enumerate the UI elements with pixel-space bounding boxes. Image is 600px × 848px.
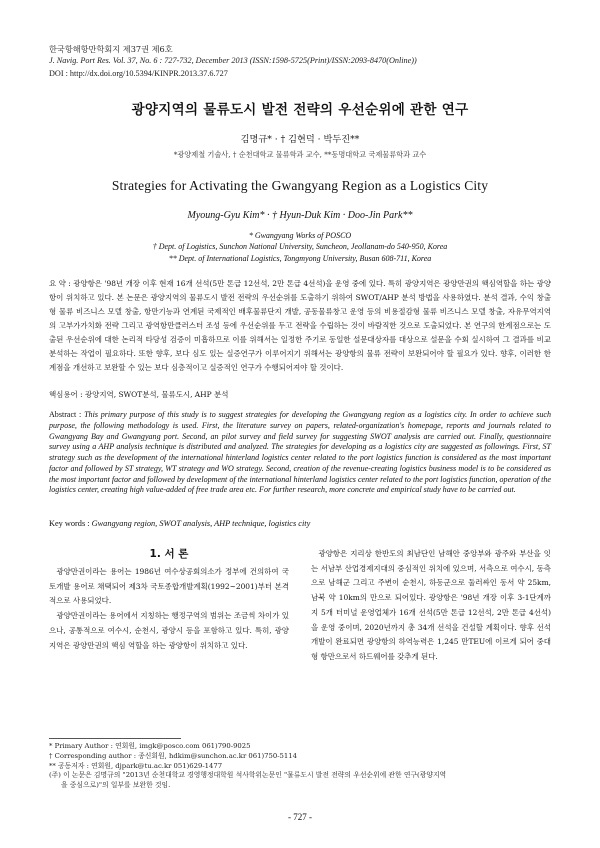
intro-right-column	[311, 547, 551, 665]
footnote-primary-author: * Primary Author : 연회원, imgk@posco.com 061)790-9025	[49, 742, 251, 750]
keywords-english-value: Gwangyang region, SWOT analysis, AHP technique, logistics city	[91, 519, 311, 528]
intro-paragraph: 광양만권이라는 용어는 1986년 여수상공회의소가 정부에 건의하여 국토개발 용어로 채택되어 제3차 국토종합개발계획(1992~2001)부터 본격적으로 사용되었다.	[49, 567, 289, 606]
footnote-divider	[49, 738, 181, 739]
journal-name: 한국항해항만학회지 제37권 제6호	[49, 44, 173, 54]
footnotes	[49, 742, 551, 791]
keywords-english	[49, 519, 310, 528]
affiliations-korean: *광양제철 기술사, † 순천대학교 물류학과 교수, **동명대학교 국제물류학과 교수	[173, 150, 427, 159]
keywords-korean: 핵심용어 : 광양지역, SWOT분석, 물류도시, AHP 분석	[49, 390, 229, 399]
section-heading-introduction: 1. 서 론	[149, 548, 189, 560]
abstract-english-label: Abstract :	[49, 410, 85, 419]
footnote-coauthor: ** 공동저자 : 연회원, djpark@tu.ac.kr 051)629-1477	[49, 761, 223, 770]
footnote-note: (주) 이 논문은 김명규의 "2013년 순천대학교 경영행정대학원 석사학위논문인 "물류도시 발전 전략의 우선순위에 관한 연구(광양지역	[49, 771, 447, 780]
title-english: Strategies for Activating the Gwangyang Region as a Logistics City	[111, 178, 489, 193]
abstract-korean-text: 광양항은 '98년 개장 이후 현재 16개 선석(5만 톤급 12선석, 2만 톤급 4선석)을 운영 중에 있다. 특히 광양지역은 광양만권의 핵심역할을 하는 광양항이 위치하고 있다. 본 논문은 광양지역의 물류도시 발전 전략의 우선순위를 도출하기 위하여 SWOT/AHP 분석 방법을 사용하였다. 분석 결과, 수익 창출형 물류 비즈니스 모델 창출, 항만기능과 연계된 국제적인 배후물류단지 개발, 공동물류창고 운영 등의 비용절감형 물류 비즈니스 모델 창출, 자유무역지역의 고부가가치화 전략 그리고 광역항만클러스터 조성 등에 우선순위를 두고 전략을 수립하는 것이 바람직한 것으로 도출되었다. 본 연구의 한계점으로는 도출된 우선순위에 대한 논리적 타당성 검증이 미흡하므로 이를 위해서는 일정한 주기로 동일한 설문대상자를 대상으로 설문을 수회 실시하여 그 결과를 비교 분석하는 작업이 필요하다. 또한 향후, 보다 심도 있는 실증연구가 이루어지기 위해서는 광양항의 물류 전략이 보완되어야 할 필요가 있다. 향후, 이러한 한계점을 개선하고 보완할 수 있는 보다 심층적이고 실증적인 연구가 수행되어져야 할 것이다.	[49, 279, 552, 373]
abstract-english	[49, 410, 551, 496]
abstract-korean-label: 요 약 :	[49, 279, 74, 288]
authors-english: Myoung-Gyu Kim* · † Hyun-Duk Kim · Doo-Jin Park**	[187, 210, 413, 221]
intro-paragraph: 광양만권이라는 용어에서 지칭하는 행정구역의 범위는 조금씩 차이가 있으나, 공통적으로 여수시, 순천시, 광양시 등을 포함하고 있다. 특히, 광양지역은 광양만권의 핵심 역할을 하는 광양항이 위치하고 있다.	[49, 611, 289, 650]
intro-left-column	[49, 565, 289, 653]
abstract-korean	[49, 277, 551, 375]
affiliation-1: * Gwangyang Works of POSCO	[248, 231, 352, 240]
title-korean: 광양지역의 물류도시 발전 전략의 우선순위에 관한 연구	[131, 102, 469, 118]
doi-link[interactable]: DOI : http://dx.doi.org/10.5394/KINPR.2013.37.6.727	[49, 68, 228, 78]
affiliation-2: † Dept. of Logistics, Sunchon National University, Suncheon, Jeollanam-do 540-950, Korea	[152, 242, 448, 252]
journal-header	[49, 43, 417, 80]
abstract-english-text: This primary purpose of this study is to suggest strategies for developing the Gwangyang region as a logistics city. In order to achieve such purpose, the following methodology is used. First, the literature survey on papers, related-organization's homepage, reports and journals related to Gwangyang Bay and Gwangyang port. Second, an pilot survey and field survey for suggesting SWOT analysis are carried out. Finally, questionnaire survey using a AHP analysis technique is distributed and analyzed. The strategies for developing as a logistics city are suggested as followings. First, ST strategy such as the development of the international hinterland logistics center related to the port logistics function is considered as the most important factor and followed by ST strategy, WT strategy and WO strategy. Second, creation of the revenue-creating logistics business model is to be considered as the most important factor and followed by development of the international hinterland logistics center related to the port logistics function, operation of the logistics center, creating high value-added of free trade area etc. For further research, more concrete and empirical study have to be carried out.	[49, 410, 551, 495]
footnote-corresponding-author: † Corresponding author : 종신회원, hdkim@sunchon.ac.kr 061)750-5114	[49, 751, 297, 760]
keywords-english-label: Key words :	[49, 519, 92, 528]
authors-korean: 김명규* · † 김현덕 · 박두진**	[240, 134, 360, 145]
intro-paragraph: 광양항은 지리상 한반도의 최남단인 남해안 중앙부와 광주와 부산을 잇는 서남부 산업경제지대의 중심적인 위치에 있으며, 서측으로 여수시, 동측으로 남해군 그리고 주변이 순천시, 하동군으로 둘러싸인 동서 약 25km, 남북 약 10km의 만으로 되어있다. 광양항은 '98년 개장 이후 3-1단계까지 5개 터미널 운영업체가 16개 선석(5만 톤급 12선석, 2만 톤급 4선석)을 운영 중이며, 2020년까지 총 34개 선석을 건설할 계획이다. 향후 선석 개발이 완료되면 광양항의 하역능력은 1,245 만TEU에 이르게 되어 중대형 항만으로서 하드웨어를 갖추게 된다.	[311, 549, 551, 661]
footnote-note-continued: 을 중심으로)"의 일부를 보완한 것임.	[61, 781, 171, 790]
affiliations-english	[0, 230, 600, 264]
affiliation-3: ** Dept. of International Logistics, Tongmyong University, Busan 608-711, Korea	[168, 253, 432, 263]
journal-citation: J. Navig. Port Res. Vol. 37, No. 6 : 727-732, December 2013 (ISSN:1598-5725(Print)/ISSN:2093-8470(Online))	[49, 56, 417, 66]
page-number: - 727 -	[288, 812, 312, 822]
